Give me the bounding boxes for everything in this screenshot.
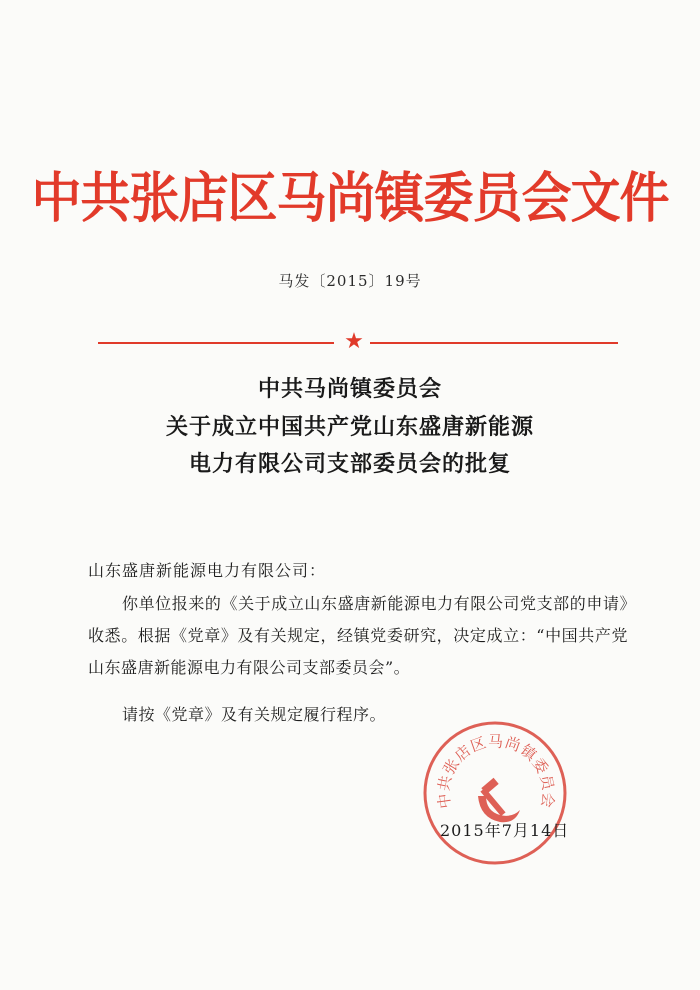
title-line-1: 中共马尚镇委员会 [257,377,442,402]
red-divider-left [98,342,334,344]
red-divider-right [370,342,618,344]
body-paragraph-1: 你单位报来的《关于成立山东盛唐新能源电力有限公司党支部的申请》收悉。根据《党章》及有关规定，经镇党委研究，决定成立：“中国共产党山东盛唐新能源电力有限公司支部委员会”。 [88,594,628,677]
body-paragraph-2: 请按《党章》及有关规定履行程序。 [122,705,387,724]
official-seal [420,718,570,868]
title-line-3: 电力有限公司支部委员会的批复 [188,452,511,477]
salutation: 山东盛唐新能源电力有限公司： [88,561,327,580]
document-masthead: 中共张店区马尚镇委员会文件 [31,165,669,230]
svg-text:中共张店区马尚镇委员会 [434,732,557,809]
document-number: 马发〔2015〕19号 [278,272,422,290]
seal-text: 中共张店区马尚镇委员会 [434,732,558,810]
star-icon: ★ [344,329,364,354]
title-line-2: 关于成立中国共产党山东盛唐新能源 [165,415,534,440]
issue-date: 2015年7月14日 [440,821,570,840]
hammer-sickle-icon [478,778,520,822]
